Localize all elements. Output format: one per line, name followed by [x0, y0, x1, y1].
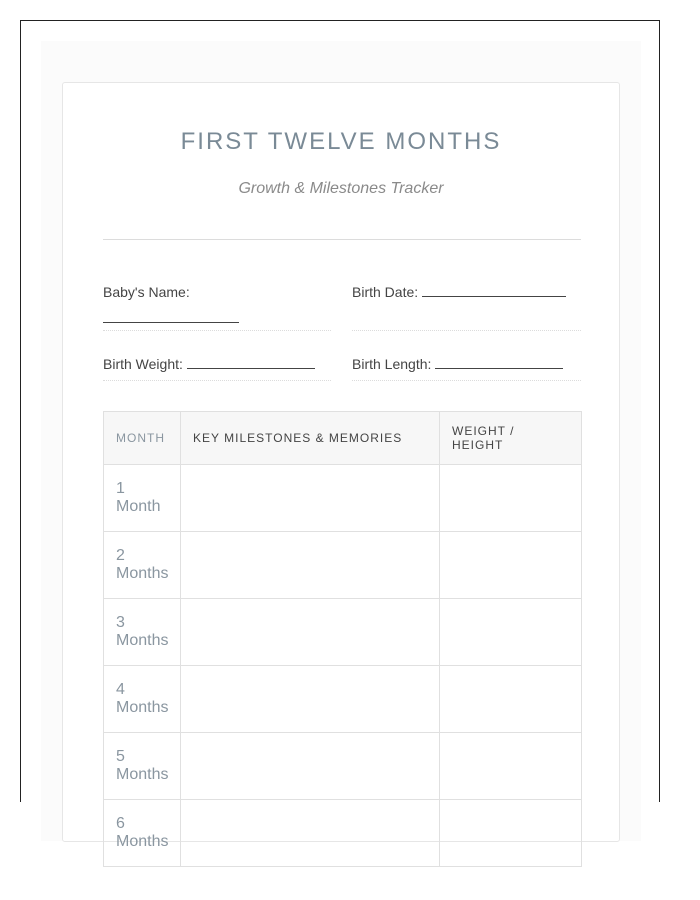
- birth-weight-field[interactable]: [103, 351, 331, 381]
- milestones-cell[interactable]: [181, 733, 440, 800]
- milestones-table: [103, 411, 582, 867]
- table-header-row: [104, 412, 582, 465]
- milestones-cell[interactable]: [181, 532, 440, 599]
- weight-height-cell[interactable]: [440, 599, 582, 666]
- table-row: [104, 733, 582, 800]
- month-column-header: MONTH: [104, 412, 181, 465]
- month-number: 6: [116, 815, 125, 832]
- weight-height-cell[interactable]: [440, 532, 582, 599]
- birth-date-label: Birth Date:: [352, 284, 419, 300]
- month-number: 5: [116, 748, 125, 765]
- baby-name-field[interactable]: [103, 279, 331, 331]
- month-cell: [104, 465, 181, 532]
- milestones-cell[interactable]: [181, 666, 440, 733]
- month-cell: [104, 666, 181, 733]
- page-frame: [20, 20, 660, 850]
- birth-weight-label: Birth Weight:: [103, 356, 183, 372]
- page-background: [41, 41, 641, 850]
- birth-length-label: Birth Length:: [352, 356, 432, 372]
- month-cell: [104, 733, 181, 800]
- baby-name-label: Baby's Name:: [103, 284, 190, 300]
- month-cell: [104, 532, 181, 599]
- month-unit: Months: [116, 565, 169, 582]
- birth-length-field[interactable]: [352, 351, 581, 381]
- milestones-column-header: KEY MILESTONES & MEMORIES: [181, 412, 440, 465]
- birth-weight-blank-line[interactable]: [187, 354, 315, 369]
- weight-height-cell[interactable]: [440, 465, 582, 532]
- baby-name-blank-line[interactable]: [103, 308, 239, 323]
- birth-date-blank-line[interactable]: [422, 282, 566, 297]
- month-number: 4: [116, 681, 125, 698]
- milestones-cell[interactable]: [181, 465, 440, 532]
- month-number: 1: [116, 480, 125, 497]
- month-unit: Months: [116, 833, 169, 850]
- month-cell: [104, 599, 181, 666]
- month-unit: Month: [116, 498, 161, 515]
- weight-height-cell[interactable]: [440, 666, 582, 733]
- birth-length-blank-line[interactable]: [435, 354, 563, 369]
- month-number: 2: [116, 547, 125, 564]
- weight-height-cell[interactable]: [440, 800, 582, 867]
- weight-height-cell[interactable]: [440, 733, 582, 800]
- birth-date-field[interactable]: [352, 279, 581, 331]
- page-title: FIRST TWELVE MONTHS: [180, 128, 502, 155]
- tracker-card: [62, 82, 620, 850]
- month-unit: Months: [116, 632, 169, 649]
- table-row: [104, 800, 582, 867]
- month-number: 3: [116, 614, 125, 631]
- milestones-cell[interactable]: [181, 599, 440, 666]
- milestones-cell[interactable]: [181, 800, 440, 867]
- month-unit: Months: [116, 766, 169, 783]
- table-row: [104, 599, 582, 666]
- table-row: [104, 465, 582, 532]
- header-divider: [103, 239, 581, 240]
- table-row: [104, 666, 582, 733]
- month-cell: [104, 800, 181, 867]
- weight-height-column-header: WEIGHT / HEIGHT: [440, 412, 582, 465]
- table-row: [104, 532, 582, 599]
- month-unit: Months: [116, 699, 169, 716]
- page-subtitle: Growth & Milestones Tracker: [238, 180, 444, 197]
